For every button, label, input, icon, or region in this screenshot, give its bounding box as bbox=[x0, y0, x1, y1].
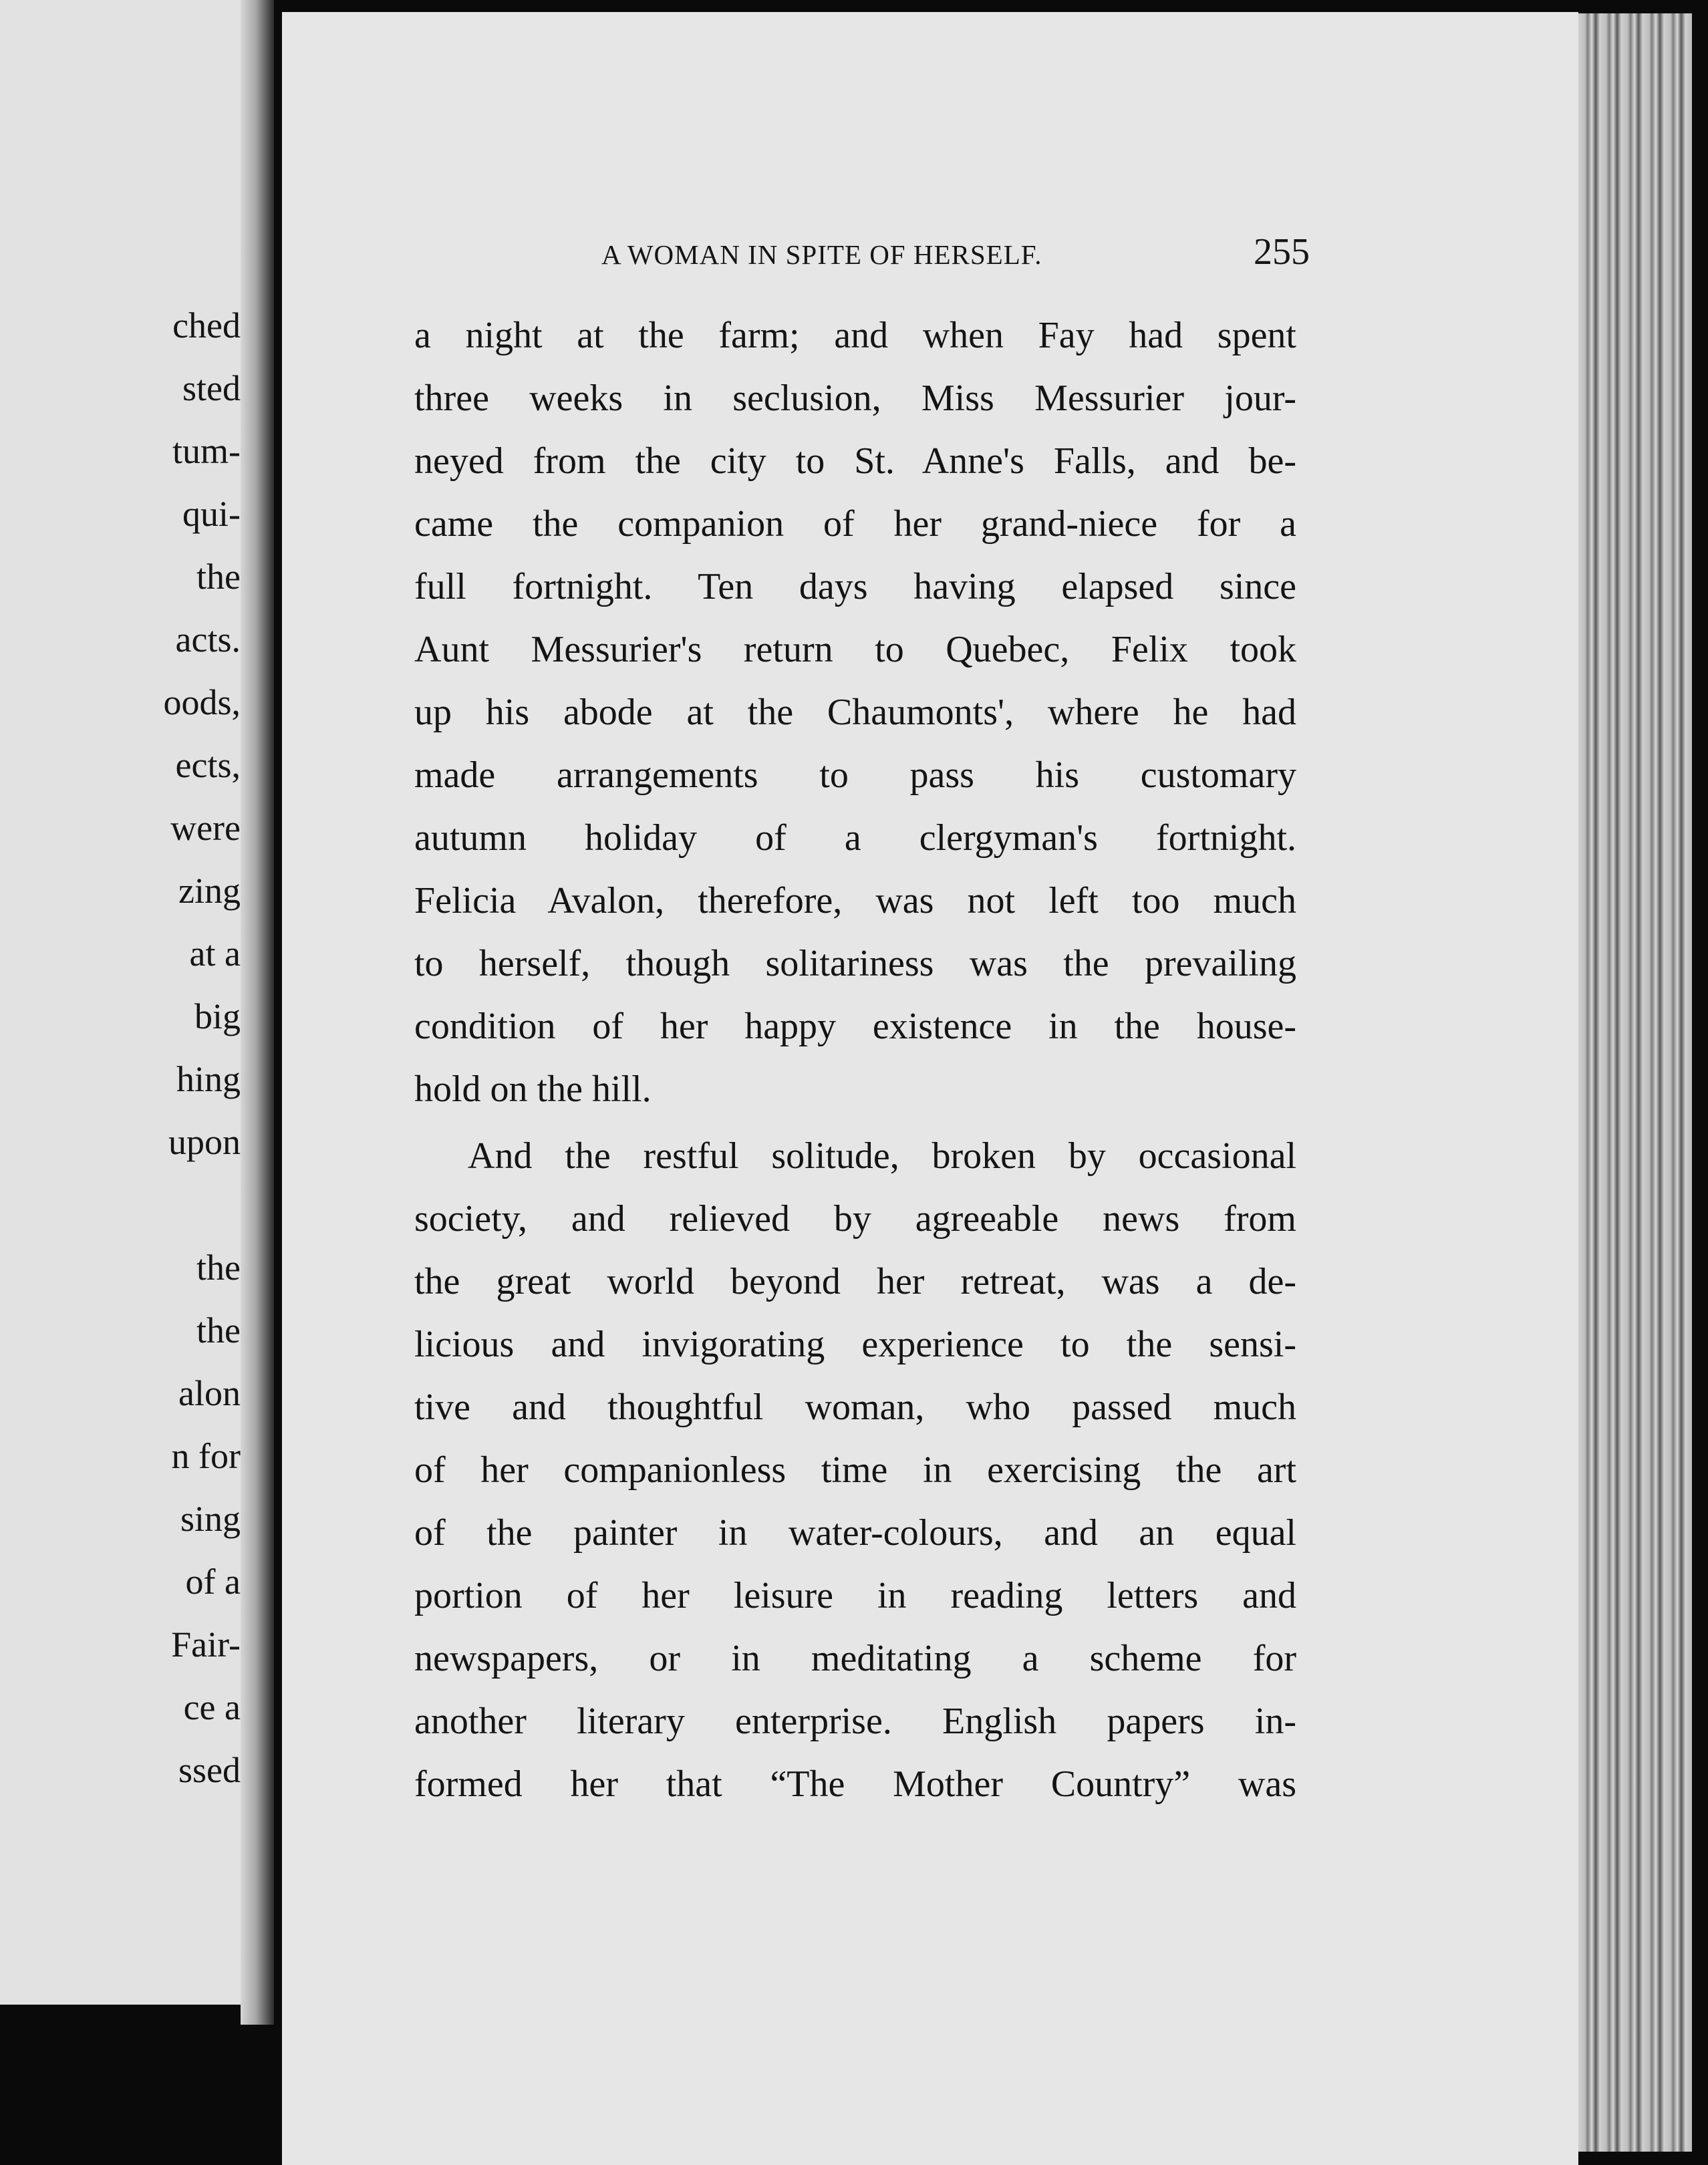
left-page-fragment: acts. bbox=[175, 619, 241, 660]
left-page-fragment: the bbox=[196, 557, 241, 597]
page-edges bbox=[1578, 13, 1708, 2152]
text-line: autumn holiday of a clergyman's fortnight. bbox=[414, 817, 1296, 859]
text-line: newspapers, or in meditating a scheme for bbox=[414, 1638, 1296, 1679]
page-number: 255 bbox=[1254, 231, 1310, 273]
left-page bbox=[0, 0, 241, 2005]
running-head bbox=[601, 231, 1310, 277]
left-page-fragment: sing bbox=[180, 1499, 241, 1539]
text-line: hold on the hill. bbox=[414, 1068, 652, 1110]
left-page-fragment: the bbox=[196, 1248, 241, 1288]
text-line: condition of her happy existence in the house- bbox=[414, 1006, 1296, 1047]
left-page-fragment: ched bbox=[172, 305, 241, 345]
text-line: portion of her leisure in reading letters and bbox=[414, 1575, 1296, 1616]
left-page-fragment: ssed bbox=[178, 1750, 241, 1790]
text-line: another literary enterprise. English papers in- bbox=[414, 1701, 1296, 1742]
text-line: came the companion of her grand-niece for a bbox=[414, 503, 1296, 545]
text-line: three weeks in seclusion, Miss Messurier jour- bbox=[414, 378, 1296, 419]
text-line: formed her that “The Mother Country” was bbox=[414, 1763, 1296, 1805]
text-line: to herself, though solitariness was the prevailing bbox=[414, 943, 1296, 984]
left-page-fragment: the bbox=[196, 1310, 241, 1350]
text-line: up his abode at the Chaumonts', where he had bbox=[414, 692, 1296, 733]
running-title: A WOMAN IN SPITE OF HERSELF. bbox=[601, 239, 1042, 270]
text-line: Felicia Avalon, therefore, was not left too much bbox=[414, 880, 1296, 921]
left-page-fragment: zing bbox=[178, 871, 241, 911]
left-page-fragment: sted bbox=[182, 368, 241, 408]
left-page-fragment: oods, bbox=[163, 682, 241, 722]
paragraph bbox=[414, 1125, 1296, 1816]
text-line: of the painter in water-colours, and an equal bbox=[414, 1512, 1296, 1554]
book-gutter bbox=[241, 0, 274, 2025]
left-page-fragment: n for bbox=[171, 1436, 241, 1476]
text-line: a night at the farm; and when Fay had spent bbox=[414, 315, 1296, 356]
left-page-fragment: hing bbox=[176, 1059, 241, 1099]
text-line: the great world beyond her retreat, was a de- bbox=[414, 1261, 1296, 1302]
text-line: of her companionless time in exercising the art bbox=[414, 1449, 1296, 1491]
text-line: society, and relieved by agreeable news from bbox=[414, 1198, 1296, 1240]
left-page-fragment: ects, bbox=[175, 745, 241, 785]
text-line: neyed from the city to St. Anne's Falls, and be- bbox=[414, 440, 1296, 482]
text-line: And the restful solitude, broken by occasional bbox=[468, 1135, 1296, 1177]
left-page-fragment: alon bbox=[178, 1373, 241, 1413]
body-text bbox=[414, 304, 1296, 1816]
text-line: made arrangements to pass his customary bbox=[414, 754, 1296, 796]
left-page-fragment: big bbox=[194, 996, 241, 1036]
text-line: licious and invigorating experience to the sensi- bbox=[414, 1324, 1296, 1365]
left-page-fragment: of a bbox=[185, 1562, 241, 1602]
text-line: tive and thoughtful woman, who passed much bbox=[414, 1387, 1296, 1428]
left-page-fragment: at a bbox=[189, 933, 241, 974]
left-page-fragment: Fair- bbox=[171, 1624, 241, 1665]
paragraph bbox=[414, 304, 1296, 1121]
text-line: Aunt Messurier's return to Quebec, Felix took bbox=[414, 629, 1296, 670]
left-page-fragment: tum- bbox=[172, 431, 241, 471]
left-page-fragment: qui- bbox=[182, 494, 241, 534]
left-page-fragment: were bbox=[170, 808, 241, 848]
text-line: full fortnight. Ten days having elapsed since bbox=[414, 566, 1296, 607]
left-page-fragment: ce a bbox=[183, 1687, 241, 1727]
left-page-fragment: upon bbox=[168, 1122, 241, 1162]
